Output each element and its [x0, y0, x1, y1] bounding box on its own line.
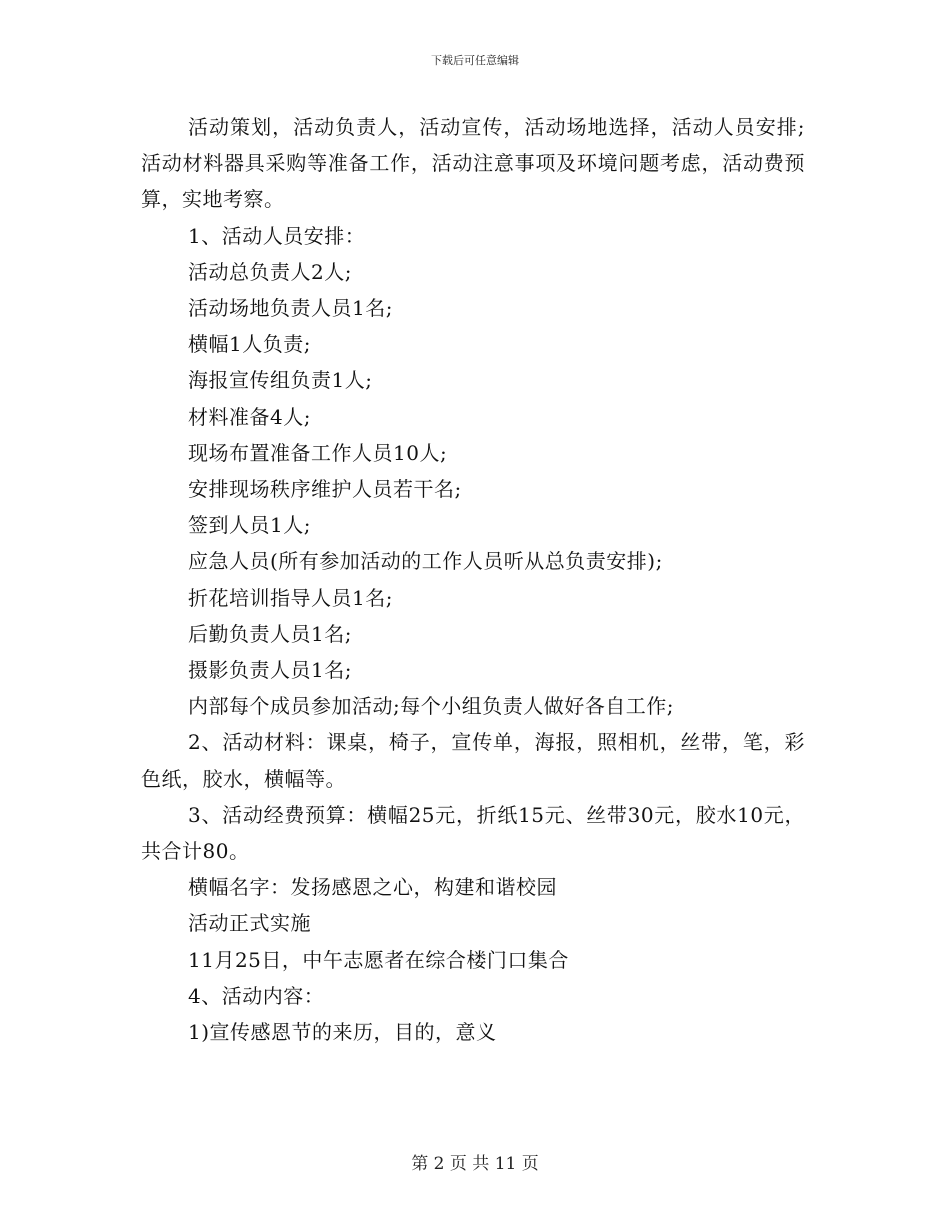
paragraph-staff-item: 安排现场秩序维护人员若干名;: [188, 477, 462, 502]
paragraph-budget: 3、活动经费预算：横幅25元，折纸15元、丝带30元，胶水10元，共合计80。: [141, 802, 805, 864]
paragraph-staff-item: 后勤负责人员1名;: [188, 621, 352, 646]
paragraph-staff-item: 内部每个成员参加活动;每个小组负责人做好各自工作;: [188, 694, 674, 719]
paragraph-banner-name: 横幅名字：发扬感恩之心，构建和谐校园: [188, 875, 557, 900]
paragraph-implementation: 活动正式实施: [188, 911, 311, 936]
paragraph-content-heading: 4、活动内容：: [188, 983, 325, 1008]
paragraph-staff-item: 横幅1人负责;: [188, 332, 311, 357]
paragraph-staff-item: 折花培训指导人员1名;: [188, 585, 393, 610]
paragraph-staff-item: 活动总负责人2人;: [188, 259, 352, 284]
paragraph-staff-item: 应急人员(所有参加活动的工作人员听从总负责安排);: [188, 549, 663, 574]
document-body: [141, 109, 805, 1050]
paragraph-content-item: 1)宣传感恩节的来历，目的，意义: [188, 1020, 497, 1045]
paragraph-staff-item: 材料准备4人;: [188, 404, 311, 429]
paragraph-staff-heading: 1、活动人员安排：: [188, 223, 366, 248]
page-footer: 第 2 页 共 11 页: [411, 1154, 539, 1174]
paragraph-staff-item: 签到人员1人;: [188, 513, 311, 538]
paragraph-intro: 活动策划，活动负责人，活动宣传，活动场地选择，活动人员安排;活动材料器具采购等准备工作，活动注意事项及环境问题考虑，活动费预算，实地考察。: [141, 115, 805, 212]
paragraph-staff-item: 现场布置准备工作人员10人;: [188, 440, 448, 465]
paragraph-date: 11月25日，中午志愿者在综合楼门口集合: [188, 947, 569, 972]
paragraph-materials: 2、活动材料：课桌，椅子，宣传单，海报，照相机，丝带，笔，彩色纸，胶水，横幅等。: [141, 730, 805, 791]
paragraph-staff-item: 活动场地负责人员1名;: [188, 296, 393, 321]
page-header: 下载后可任意编辑: [431, 54, 519, 67]
paragraph-staff-item: 摄影负责人员1名;: [188, 658, 352, 683]
paragraph-staff-item: 海报宣传组负责1人;: [188, 368, 373, 393]
